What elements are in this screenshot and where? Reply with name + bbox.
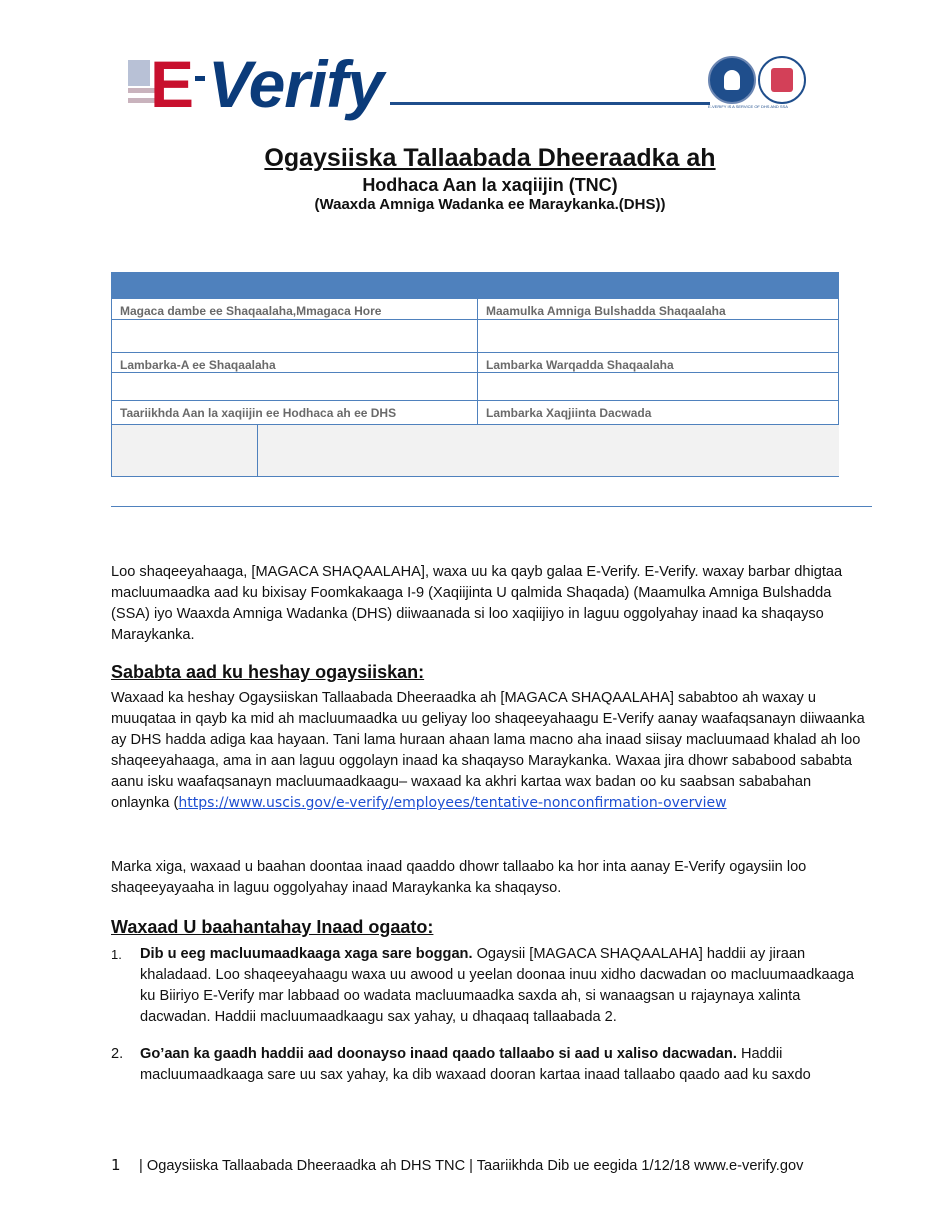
page-footer <box>111 1156 871 1174</box>
section-heading-what-to-know: Waxaad U baahantahay Inaad ogaato: <box>111 917 434 937</box>
list-item <box>111 1044 867 1088</box>
list-item-bold: Go’aan ka gaadh haddii aad doonayso inaad qaado tallaabo si aad u xaliso dacwadan. <box>140 1046 737 1062</box>
list-item-text: Ogaysii [MAGACA SHAQAALAHA] haddii ay jiraan khaladaad. Loo shaqeeyahaagu waxa uu awood u yeelan doonaa inuu xidho dacwadan oo macluumaadkaaga ku Biiriyo E-Verify mar labbaad oo wadata macluumaadka saxda ah, si wanaagsan u rajaynaya xalinta dacwadan. Haddii macluumaadkaagu sax yahay, u dhaqaaq tallaabada 2. <box>140 946 855 1025</box>
page-title: Ogaysiiska Tallaabada Dheeraadka ah <box>264 144 716 172</box>
employee-info-table <box>111 272 839 477</box>
logo-e: E <box>150 47 193 121</box>
list-item-text: Haddii macluumaadkaaga sare uu sax yahay, ka dib waxaad dooran kartaa inaad tallaabo qaado aad ku saxdo <box>140 1046 811 1083</box>
e-verify-logo <box>128 47 808 124</box>
label-ssn: Maamulka Amniga Bulshadda Shaqaalaha <box>478 299 839 320</box>
case-number-field[interactable] <box>258 425 839 476</box>
logo-verify: Verify <box>208 47 383 121</box>
logo-rule <box>390 102 710 105</box>
reason-text: Waxaad ka heshay Ogaysiiskan Tallaabada Dheeraadka ah [MAGACA SHAQAALAHA] sababtoo ah waxay u muuqataa in qayb ka mid ah macluumaadka uu geliyay loo shaqeeyahaagu E-Verify aanay waafaqsanayn diiwaanka ay DHS hadda adiga kaa hayaan. Tani lama huraan ahaan lama macno aha inaad siisay macluumaad khalad ah loo shaqeeyahaaga, ama in aan laguu oggolayn inaad ka shaqayso Maraykanka. Waxaa jira dhowr sababood sababta aanu isku waafaqsanayn macluumaadkaagu– waxaad ka akhri kartaa wax badan oo ku saabsan sababahan onlaynka ( <box>111 690 865 811</box>
reason-paragraph <box>111 688 867 814</box>
list-item-bold: Dib u eeg macluumaadkaaga xaga sare boggan. <box>140 946 473 962</box>
label-case-number: Lambarka Xaqjiinta Dacwada <box>478 401 839 425</box>
table-header-band <box>112 273 838 299</box>
ssn-field[interactable] <box>478 320 839 353</box>
document-number-field[interactable] <box>478 373 839 401</box>
label-dhs-tnc-date: Taariikhda Aan la xaqiijin ee Hodhaca ah ee DHS <box>112 401 478 425</box>
employee-name-field[interactable] <box>112 320 478 353</box>
next-steps-paragraph: Marka xiga, waxaad u baahan doontaa inaad qaaddo dhowr tallaabo ka hor inta aanay E-Verify ogaysiin loo shaqeeyayaaha in laguu oggolyahay inaad Maraykanka ka shaqayso. <box>111 859 807 896</box>
dhs-seal-icon <box>708 56 756 104</box>
page-subtitle: Hodhaca Aan la xaqiijin (TNC) <box>362 175 618 195</box>
list-item-number: 2. <box>111 1046 124 1062</box>
footer-text: | Ogaysiiska Tallaabada Dheeraadka ah DHS TNC | Taariikhda Dib ue eegida 1/12/18 www.e-verify.gov <box>139 1158 804 1174</box>
page-subtitle-agency: (Waaxda Amniga Wadanka ee Maraykanka.(DHS)) <box>314 196 666 213</box>
list-item <box>111 944 867 1028</box>
intro-paragraph: Loo shaqeeyahaaga, [MAGACA SHAQAALAHA], waxa uu ka qayb galaa E-Verify. E-Verify. waxay barbar dhigtaa macluumaadka aad ku bixisay Foomkakaaga I-9 (Xaqiijinta U qalmida Shaqada) (Maamulka Amniga Bulshadda (SSA) iyo Waaxda Amniga Wadanka (DHS) diiwaanada si loo xaqiijiyo in laguu oggolyahay inaad ka shaqayso Maraykanka. <box>111 564 843 643</box>
section-heading-reason: Sababta aad ku heshay ogaysiiskan: <box>111 662 425 682</box>
a-number-field[interactable] <box>112 373 478 401</box>
dhs-tnc-date-field[interactable] <box>112 425 258 476</box>
label-employee-name: Magaca dambe ee Shaqaalaha,Mmagaca Hore <box>112 299 478 320</box>
logo-tagline: E-VERIFY IS A SERVICE OF DHS AND SSA <box>708 104 788 109</box>
page-number: 1 <box>111 1156 121 1174</box>
list-item-number: 1. <box>111 947 122 962</box>
section-divider <box>111 506 872 507</box>
tnc-overview-link[interactable]: https://www.uscis.gov/e-verify/employees/tentative-nonconfirmation-overview <box>178 795 727 811</box>
label-document-number: Lambarka Warqadda Shaqaalaha <box>478 353 839 373</box>
label-a-number: Lambarka-A ee Shaqaalaha <box>112 353 478 373</box>
ssa-seal-icon <box>758 56 806 104</box>
